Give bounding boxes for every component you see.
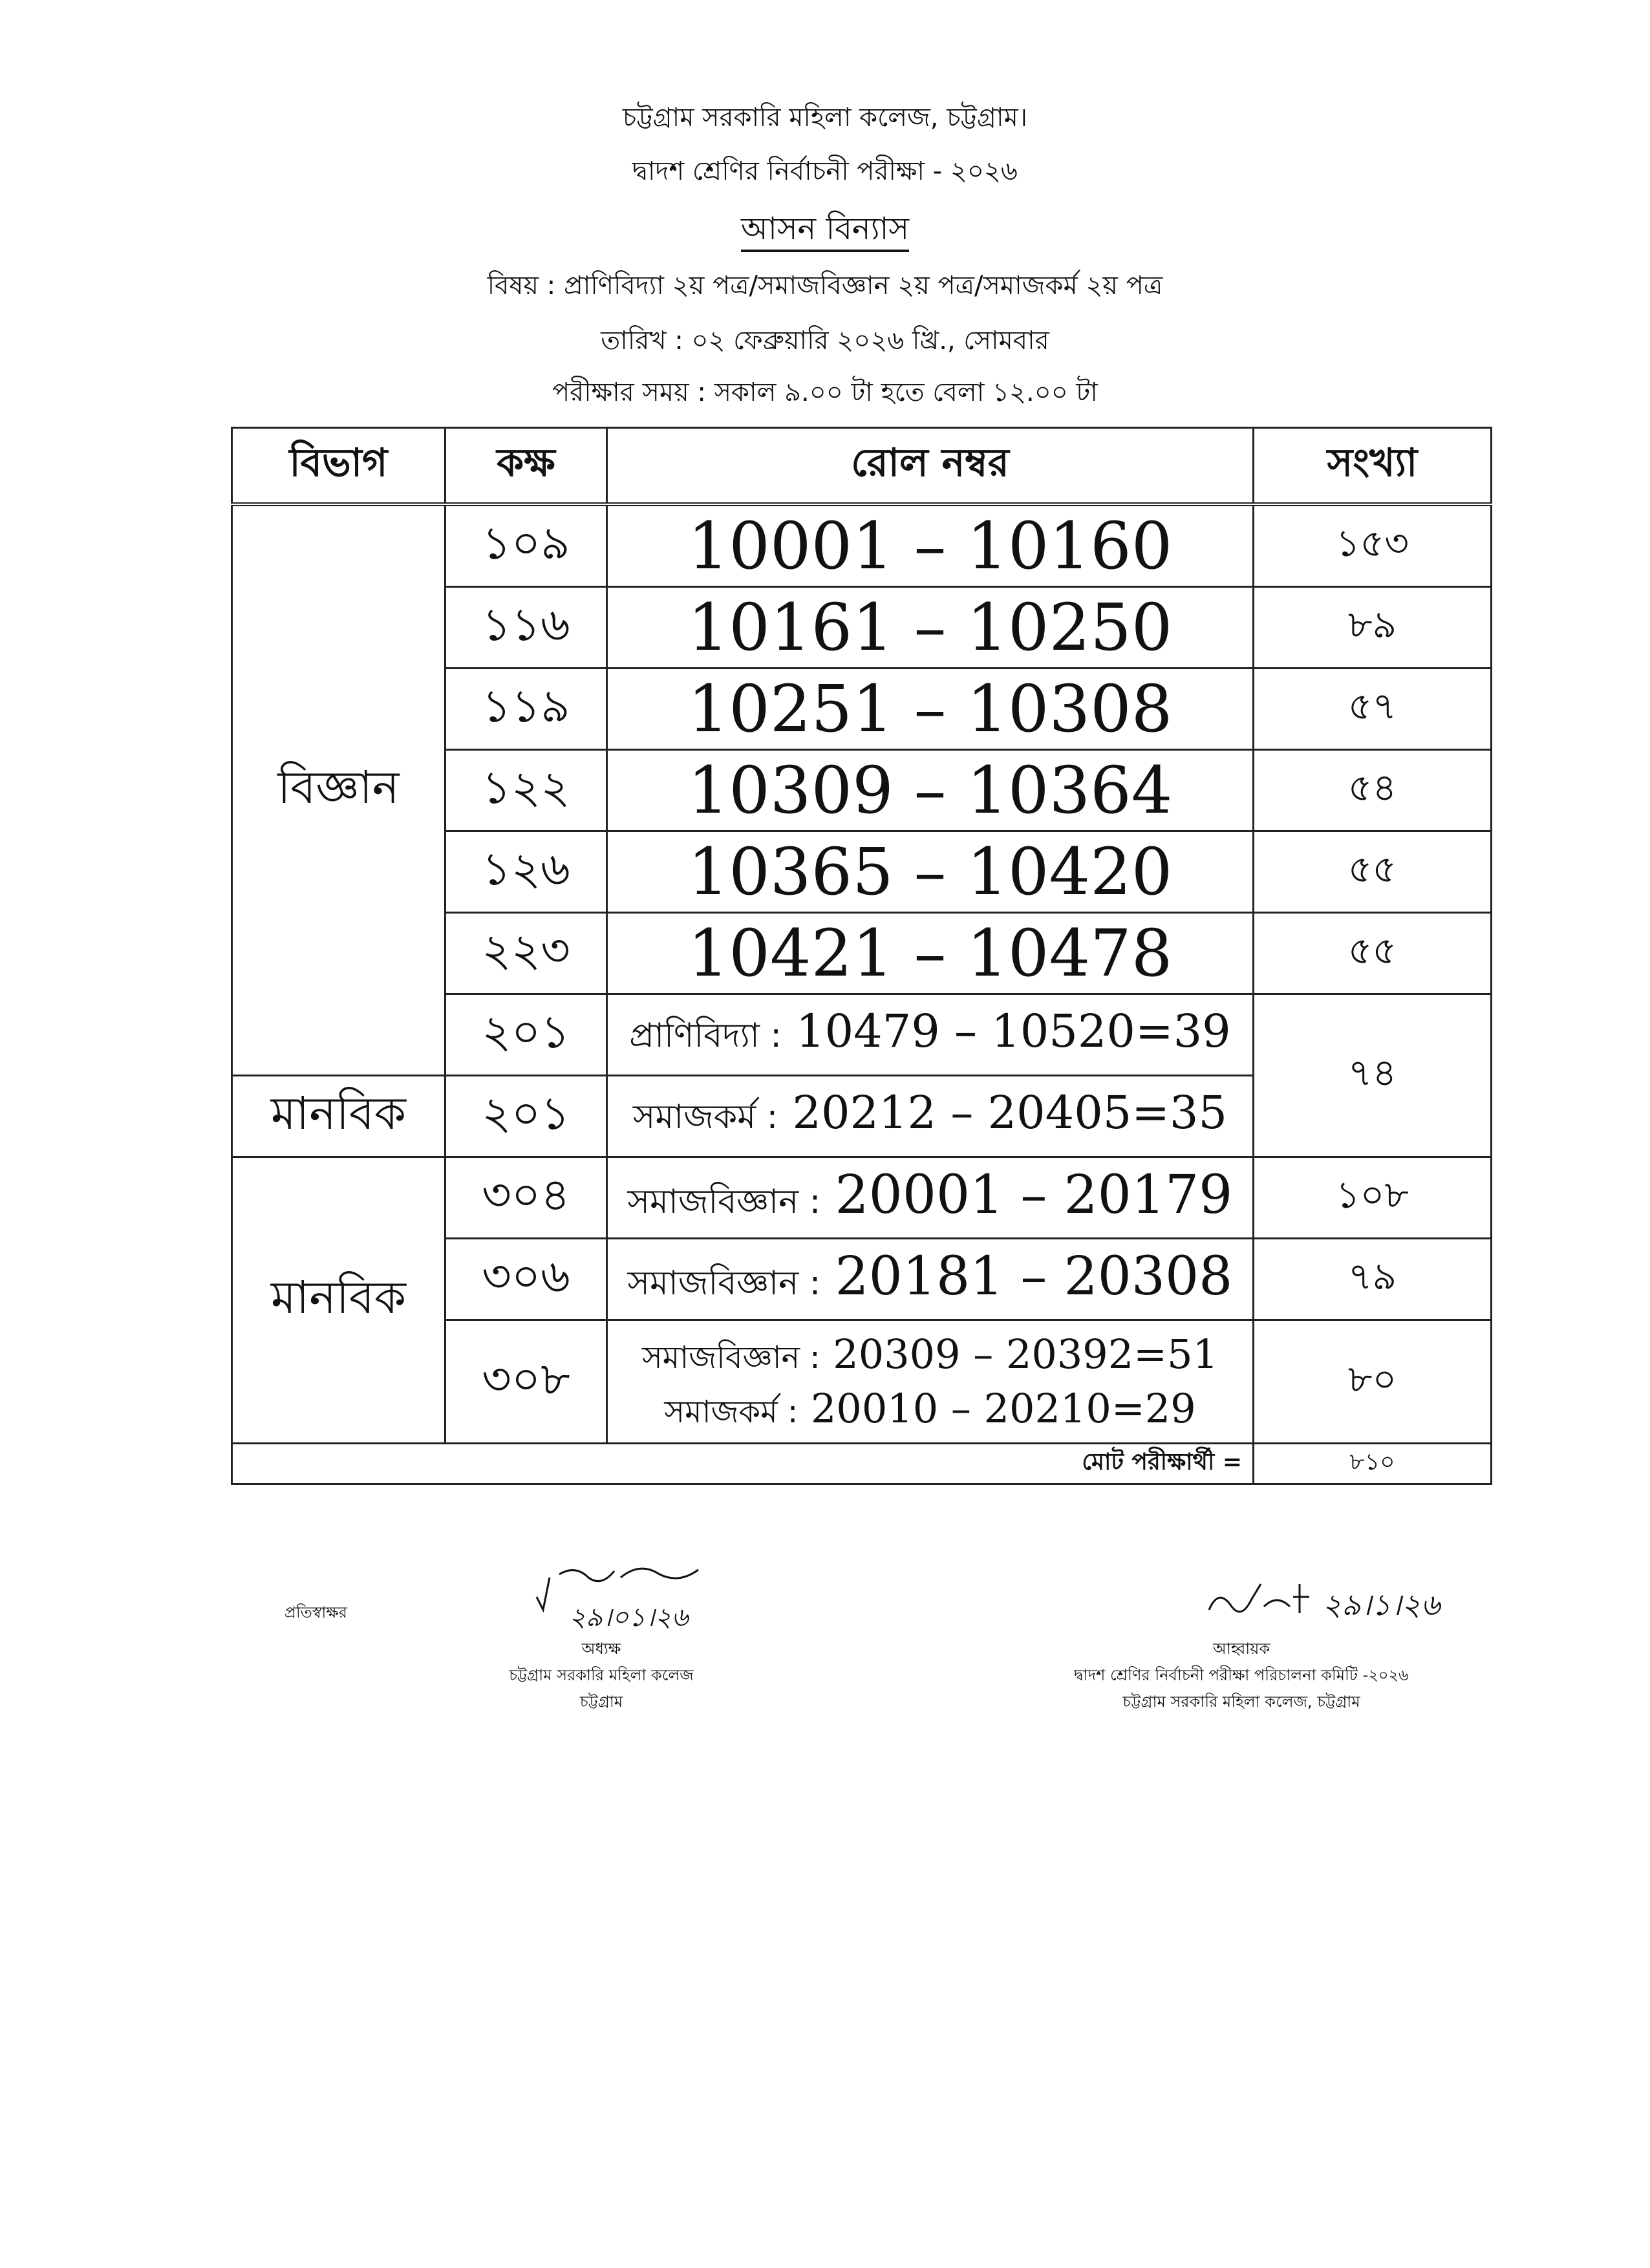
principal-title: অধ্যক্ষ bbox=[581, 1640, 621, 1658]
time-line: পরীক্ষার সময় : সকাল ৯.০০ টা হতে বেলা ১২.০০ টা bbox=[552, 378, 1098, 407]
room-cell: ৩০৪ bbox=[445, 1157, 607, 1239]
room-cell: ১০৯ bbox=[445, 504, 607, 587]
roll-range-cell: 10251 – 10308 bbox=[607, 669, 1254, 750]
date-line: তারিখ : ০২ ফেব্রুয়ারি ২০২৬ খ্রি., সোমবার bbox=[601, 326, 1049, 356]
convener-title: আহ্বায়ক bbox=[1212, 1640, 1270, 1658]
total-value: ৮১০ bbox=[1254, 1444, 1492, 1484]
roll-range-cell bbox=[607, 1239, 1254, 1320]
subject-label: সমাজবিজ্ঞান : bbox=[627, 1182, 821, 1221]
roll-range-cell bbox=[607, 994, 1254, 1076]
roll-range-cell: 10001 – 10160 bbox=[607, 504, 1254, 587]
room-cell: ১২৬ bbox=[445, 831, 607, 913]
subject-label: প্রাণিবিদ্যা : bbox=[629, 1016, 782, 1055]
count-cell: ১৫৩ bbox=[1254, 504, 1492, 587]
count-cell: ৭৯ bbox=[1254, 1239, 1492, 1320]
roll-range-cell: 10421 – 10478 bbox=[607, 913, 1254, 994]
roll-range-cell bbox=[607, 1076, 1254, 1157]
principal-signature-date: ২৯।০১।২৬ bbox=[569, 1603, 689, 1632]
subject-label: সমাজবিজ্ঞান : bbox=[641, 1340, 820, 1376]
department-humanities: মানবিক bbox=[232, 1157, 445, 1444]
convener-committee: দ্বাদশ শ্রেণির নির্বাচনী পরীক্ষা পরিচালনা কমিটি -২০২৬ bbox=[1074, 1665, 1409, 1684]
total-label: মোট পরীক্ষার্থী = bbox=[232, 1444, 1254, 1484]
principal-block bbox=[478, 1636, 724, 1715]
count-cell: ৭৪ bbox=[1254, 994, 1492, 1157]
table-row bbox=[232, 504, 1492, 587]
subject-label: সমাজবিজ্ঞান : bbox=[627, 1263, 821, 1303]
roll-range-cell: 10161 – 10250 bbox=[607, 587, 1254, 669]
roll-line bbox=[608, 1382, 1252, 1436]
principal-signature bbox=[530, 1552, 737, 1636]
table-header-row bbox=[232, 428, 1492, 505]
room-cell: ১২২ bbox=[445, 750, 607, 831]
roll-range-cell: 10365 – 10420 bbox=[607, 831, 1254, 913]
roll-range: 20001 – 20179 bbox=[835, 1164, 1233, 1226]
subject-line: বিষয় : প্রাণিবিদ্যা ২য় পত্র/সমাজবিজ্ঞান ২য় পত্র/সমাজকর্ম ২য় পত্র bbox=[487, 271, 1163, 301]
principal-org: চট্টগ্রাম সরকারি মহিলা কলেজ bbox=[509, 1665, 694, 1684]
principal-city: চট্টগ্রাম bbox=[579, 1692, 623, 1711]
roll-range: 20181 – 20308 bbox=[835, 1245, 1233, 1307]
count-cell: ৫৫ bbox=[1254, 913, 1492, 994]
room-cell: ১১৬ bbox=[445, 587, 607, 669]
roll-line bbox=[608, 1327, 1252, 1382]
roll-range: 10479 – 10520=39 bbox=[796, 1004, 1231, 1058]
countersign-label: প্রতিস্বাক্ষর bbox=[284, 1603, 347, 1621]
room-cell: ৩০৬ bbox=[445, 1239, 607, 1320]
header-count: সংখ্যা bbox=[1254, 428, 1492, 505]
roll-range: 20309 – 20392=51 bbox=[833, 1331, 1219, 1378]
room-cell: ২০১ bbox=[445, 994, 607, 1076]
roll-range-cell bbox=[607, 1320, 1254, 1444]
convener-org: চট্টগ্রাম সরকারি মহিলা কলেজ, চট্টগ্রাম bbox=[1122, 1692, 1360, 1711]
count-cell: ৫৫ bbox=[1254, 831, 1492, 913]
table-row bbox=[232, 1157, 1492, 1239]
room-cell: ২০১ bbox=[445, 1076, 607, 1157]
document-title-text: আসন বিন্যাস bbox=[741, 211, 909, 252]
room-cell: ৩০৮ bbox=[445, 1320, 607, 1444]
header-department: বিভাগ bbox=[232, 428, 445, 505]
roll-range-cell: 10309 – 10364 bbox=[607, 750, 1254, 831]
subject-label: সমাজকর্ম : bbox=[664, 1394, 798, 1430]
room-cell: ১১৯ bbox=[445, 669, 607, 750]
count-cell: ৫৪ bbox=[1254, 750, 1492, 831]
count-cell: ৮০ bbox=[1254, 1320, 1492, 1444]
roll-range: 20212 – 20405=35 bbox=[792, 1086, 1227, 1139]
convener-signature-date: ২৯।১।২৬ bbox=[1322, 1587, 1441, 1622]
department-humanities: মানবিক bbox=[232, 1076, 445, 1157]
roll-range: 20010 – 20210=29 bbox=[810, 1385, 1196, 1432]
department-science: বিজ্ঞান bbox=[232, 504, 445, 1076]
convener-signature bbox=[1203, 1571, 1513, 1636]
header-room: কক্ষ bbox=[445, 428, 607, 505]
count-cell: ৫৭ bbox=[1254, 669, 1492, 750]
count-cell: ৮৯ bbox=[1254, 587, 1492, 669]
exam-title: দ্বাদশ শ্রেণির নির্বাচনী পরীক্ষা - ২০২৬ bbox=[632, 156, 1018, 186]
header-roll: রোল নম্বর bbox=[607, 428, 1254, 505]
roll-range-cell bbox=[607, 1157, 1254, 1239]
convener-block bbox=[1009, 1636, 1474, 1715]
total-row bbox=[232, 1444, 1492, 1484]
room-cell: ২২৩ bbox=[445, 913, 607, 994]
subject-label: সমাজকর্ম : bbox=[633, 1097, 778, 1137]
seat-plan-table bbox=[231, 427, 1492, 1485]
document-title bbox=[0, 206, 1650, 257]
count-cell: ১০৮ bbox=[1254, 1157, 1492, 1239]
college-name: চট্টগ্রাম সরকারি মহিলা কলেজ, চট্টগ্রাম। bbox=[622, 103, 1028, 133]
